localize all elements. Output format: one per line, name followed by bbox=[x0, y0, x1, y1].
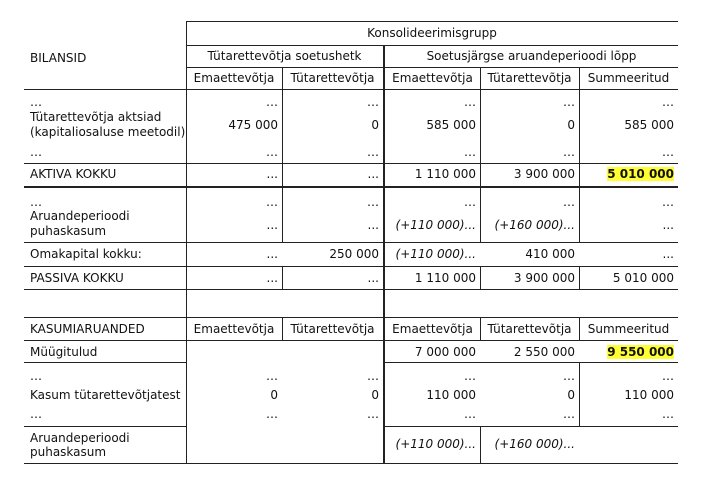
net-profit-value: (+160 000)... bbox=[494, 437, 575, 451]
shares-value: 0 bbox=[567, 118, 575, 132]
sales-value: 2 550 000 bbox=[513, 345, 575, 359]
ellipsis-cell: … bbox=[563, 145, 575, 159]
ellipsis-cell: … bbox=[662, 369, 674, 383]
col-header: Summeeritud bbox=[587, 322, 670, 336]
ellipsis-cell: … bbox=[266, 95, 278, 109]
net-profit-label: Aruandeperioodi bbox=[30, 209, 130, 223]
liabilities-total-value: ... bbox=[367, 271, 379, 285]
ellipsis-cell: … bbox=[367, 95, 379, 109]
profit-sub-value: 110 000 bbox=[624, 388, 674, 402]
ellipsis-cell: … bbox=[464, 95, 476, 109]
liabilities-total-value: 3 900 000 bbox=[513, 271, 575, 285]
col-header: Emaettevõtja bbox=[392, 322, 473, 336]
ellipsis-label: … bbox=[30, 369, 42, 383]
ellipsis-cell: … bbox=[266, 145, 278, 159]
assets-total-highlight: 5 010 000 bbox=[607, 167, 674, 181]
shares-value: 585 000 bbox=[624, 118, 674, 132]
profit-sub-label: Kasum tütarettevõtjatest bbox=[30, 388, 181, 402]
net-profit-label-2: puhaskasum bbox=[30, 224, 107, 238]
shares-label: Tütarettevõtja aktsiad bbox=[30, 110, 162, 124]
assets-total-value: 3 900 000 bbox=[513, 167, 575, 181]
ellipsis-cell: … bbox=[662, 195, 674, 209]
balance-title: BILANSID bbox=[30, 51, 87, 65]
assets-total-label: AKTIVA KOKKU bbox=[30, 167, 117, 181]
group-heading: Konsolideerimisgrupp bbox=[367, 26, 497, 40]
profit-sub-value: 0 bbox=[567, 388, 575, 402]
net-profit-value: ... bbox=[662, 218, 674, 232]
shares-label-note: (kapitaliosaluse meetodil) bbox=[30, 125, 186, 139]
ellipsis-label: … bbox=[30, 195, 42, 209]
liabilities-total-value: ... bbox=[266, 271, 278, 285]
sales-total-highlight: 9 550 000 bbox=[607, 345, 674, 359]
period-end-heading: Soetusjärgse aruandeperioodi lõpp bbox=[426, 49, 637, 63]
net-profit-label-2: puhaskasum bbox=[30, 445, 107, 459]
ellipsis-label: … bbox=[30, 145, 42, 159]
net-profit-value: (+160 000)... bbox=[494, 218, 575, 232]
net-profit-label: Aruandeperioodi bbox=[30, 431, 130, 445]
net-profit-value: (+110 000)... bbox=[395, 218, 476, 232]
ellipsis-cell: … bbox=[563, 195, 575, 209]
ellipsis-cell: … bbox=[266, 407, 278, 421]
col-header: Emaettevõtja bbox=[193, 322, 275, 336]
ellipsis-cell: … bbox=[367, 407, 379, 421]
shares-value: 585 000 bbox=[426, 118, 476, 132]
liabilities-total-value: 5 010 000 bbox=[612, 271, 674, 285]
ellipsis-cell: … bbox=[563, 95, 575, 109]
equity-total-value: ... bbox=[266, 247, 278, 261]
ellipsis-cell: … bbox=[367, 195, 379, 209]
net-profit-value: ... bbox=[367, 218, 379, 232]
liabilities-total-value: 1 110 000 bbox=[414, 271, 476, 285]
income-title: KASUMIARUANDED bbox=[30, 322, 145, 336]
shares-value: 0 bbox=[371, 118, 379, 132]
ellipsis-label: … bbox=[30, 407, 42, 421]
shares-value: 475 000 bbox=[228, 118, 278, 132]
ellipsis-cell: … bbox=[464, 195, 476, 209]
equity-total-value: 250 000 bbox=[329, 247, 379, 261]
ellipsis-cell: … bbox=[367, 369, 379, 383]
col-header: Tütarettevõtja bbox=[290, 322, 375, 336]
equity-total-value: (+110 000)... bbox=[395, 247, 476, 261]
acquisition-heading: Tütarettevõtja soetushetk bbox=[207, 49, 362, 63]
profit-sub-value: 110 000 bbox=[426, 388, 476, 402]
ellipsis-cell: … bbox=[662, 95, 674, 109]
ellipsis-cell: … bbox=[662, 407, 674, 421]
col-header: Tütarettevõtja bbox=[487, 71, 572, 85]
profit-sub-value: 0 bbox=[270, 388, 278, 402]
col-header: Emaettevõtja bbox=[193, 71, 275, 85]
ellipsis-cell: … bbox=[266, 195, 278, 209]
ellipsis-cell: … bbox=[464, 145, 476, 159]
ellipsis-cell: … bbox=[367, 145, 379, 159]
equity-total-value: ... bbox=[662, 247, 674, 261]
sales-label: Müügitulud bbox=[30, 345, 98, 359]
consolidation-table bbox=[24, 21, 678, 464]
col-header: Tütarettevõtja bbox=[487, 322, 572, 336]
ellipsis-cell: … bbox=[563, 407, 575, 421]
ellipsis-cell: … bbox=[662, 145, 674, 159]
net-profit-value: ... bbox=[266, 218, 278, 232]
net-profit-value: (+110 000)... bbox=[395, 437, 476, 451]
liabilities-total-label: PASSIVA KOKKU bbox=[30, 271, 124, 285]
ellipsis-label: … bbox=[30, 95, 42, 109]
equity-total-label: Omakapital kokku: bbox=[30, 247, 142, 261]
assets-total-value: ... bbox=[367, 167, 379, 181]
ellipsis-cell: … bbox=[563, 369, 575, 383]
col-header: Tütarettevõtja bbox=[290, 71, 375, 85]
col-header: Summeeritud bbox=[587, 71, 670, 85]
assets-total-value: ... bbox=[266, 167, 278, 181]
col-header: Emaettevõtja bbox=[392, 71, 473, 85]
equity-total-value: 410 000 bbox=[525, 247, 575, 261]
ellipsis-cell: … bbox=[464, 407, 476, 421]
sales-value: 7 000 000 bbox=[414, 345, 476, 359]
ellipsis-cell: … bbox=[464, 369, 476, 383]
assets-total-value: 1 110 000 bbox=[414, 167, 476, 181]
ellipsis-cell: … bbox=[266, 369, 278, 383]
profit-sub-value: 0 bbox=[371, 388, 379, 402]
